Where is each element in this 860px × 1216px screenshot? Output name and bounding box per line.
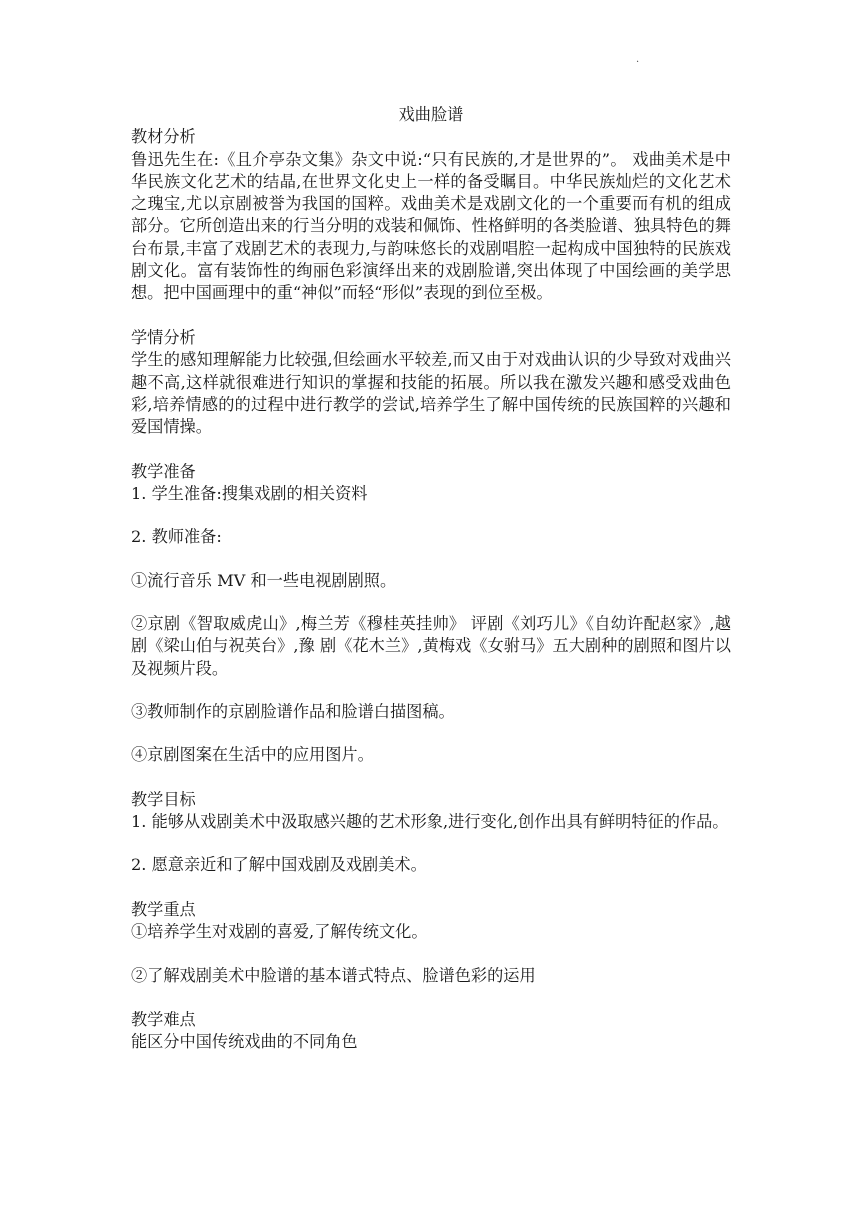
student-preparation: 1. 学生准备:搜集戏剧的相关资料 — [131, 484, 368, 504]
document-body — [131, 104, 731, 1054]
spacer — [131, 723, 731, 744]
section-heading-objectives: 教学目标 — [131, 789, 196, 809]
spacer — [131, 305, 731, 327]
section-heading-preparation: 教学准备 — [131, 461, 196, 481]
key-point-item: ①培养学生对戏剧的喜爱,了解传统文化。 — [131, 922, 428, 942]
preparation-item: ②京剧《智取威虎山》,梅兰芳《穆桂英挂帅》 评剧《刘巧儿》《自幼许配赵家》,越 剧《梁山伯与祝英台》,豫 剧《花木兰》,黄梅戏《女驸马》五大剧种的剧照和图片以及视频片段。 — [131, 613, 731, 678]
section-heading-students: 学情分析 — [131, 327, 196, 347]
spacer — [131, 680, 731, 701]
spacer — [131, 987, 731, 1009]
objective-item: 1. 能够从戏剧美术中汲取感兴趣的艺术形象,进行变化,创作出具有鲜明特征的作品。 — [131, 812, 729, 832]
spacer — [131, 549, 731, 570]
spacer — [131, 766, 731, 788]
difficulty-text: 能区分中国传统戏曲的不同角色 — [131, 1032, 358, 1052]
teacher-preparation: 2. 教师准备: — [131, 527, 222, 547]
section-heading-material: 教材分析 — [131, 127, 196, 147]
section-heading-key-points: 教学重点 — [131, 899, 196, 919]
spacer — [131, 505, 731, 526]
spacer — [131, 877, 731, 899]
spacer — [131, 833, 731, 854]
page-marker: · — [636, 57, 640, 68]
student-analysis-text: 学生的感知理解能力比较强,但绘画水平较差,而又由于对戏曲认识的少导致对戏曲兴趣不高,这样就很难进行知识的掌握和技能的拓展。所以我在激发兴趣和感受戏曲色彩,培养情感的的过程中进行教学的尝试,培养学生了解中国传统的民族国粹的兴趣和爱国情操。 — [131, 350, 731, 437]
objective-item: 2. 愿意亲近和了解中国戏剧及戏剧美术。 — [131, 855, 427, 875]
key-point-item: ②了解戏剧美术中脸谱的基本谱式特点、脸谱色彩的运用 — [131, 965, 536, 985]
preparation-item: ③教师制作的京剧脸谱作品和脸谱白描图稿。 — [131, 701, 455, 721]
material-analysis-text: 鲁迅先生在:《且介亭杂文集》杂文中说:“只有民族的,才是世界的”。 戏曲美术是中华民族文化艺术的结晶,在世界文化史上一样的备受瞩目。中华民族灿烂的文化艺术之瑰宝,尤以京剧被誉为我国的国粹。戏曲美术是戏剧文化的一个重要而有机的组成部分。它所创造出来的行当分明的戏装和佩饰、性格鲜明的各类脸谱、独具特色的舞台布景,丰富了戏剧艺术的表现力,与韵味悠长的戏剧唱腔一起构成中国独特的民族戏剧文化。富有装饰性的绚丽色彩演绎出来的戏剧脸谱,突出体现了中国绘画的美学思想。把中国画理中的重“神似”而轻“形似”表现的到位至极。 — [131, 149, 731, 303]
spacer — [131, 438, 731, 460]
spacer — [131, 944, 731, 965]
preparation-item: ④京剧图案在生活中的应用图片。 — [131, 745, 374, 765]
section-heading-difficulties: 教学难点 — [131, 1010, 196, 1030]
spacer — [131, 592, 731, 613]
document-title: 戏曲脸谱 — [398, 105, 464, 124]
preparation-item: ①流行音乐 MV 和一些电视剧剧照。 — [131, 570, 397, 590]
